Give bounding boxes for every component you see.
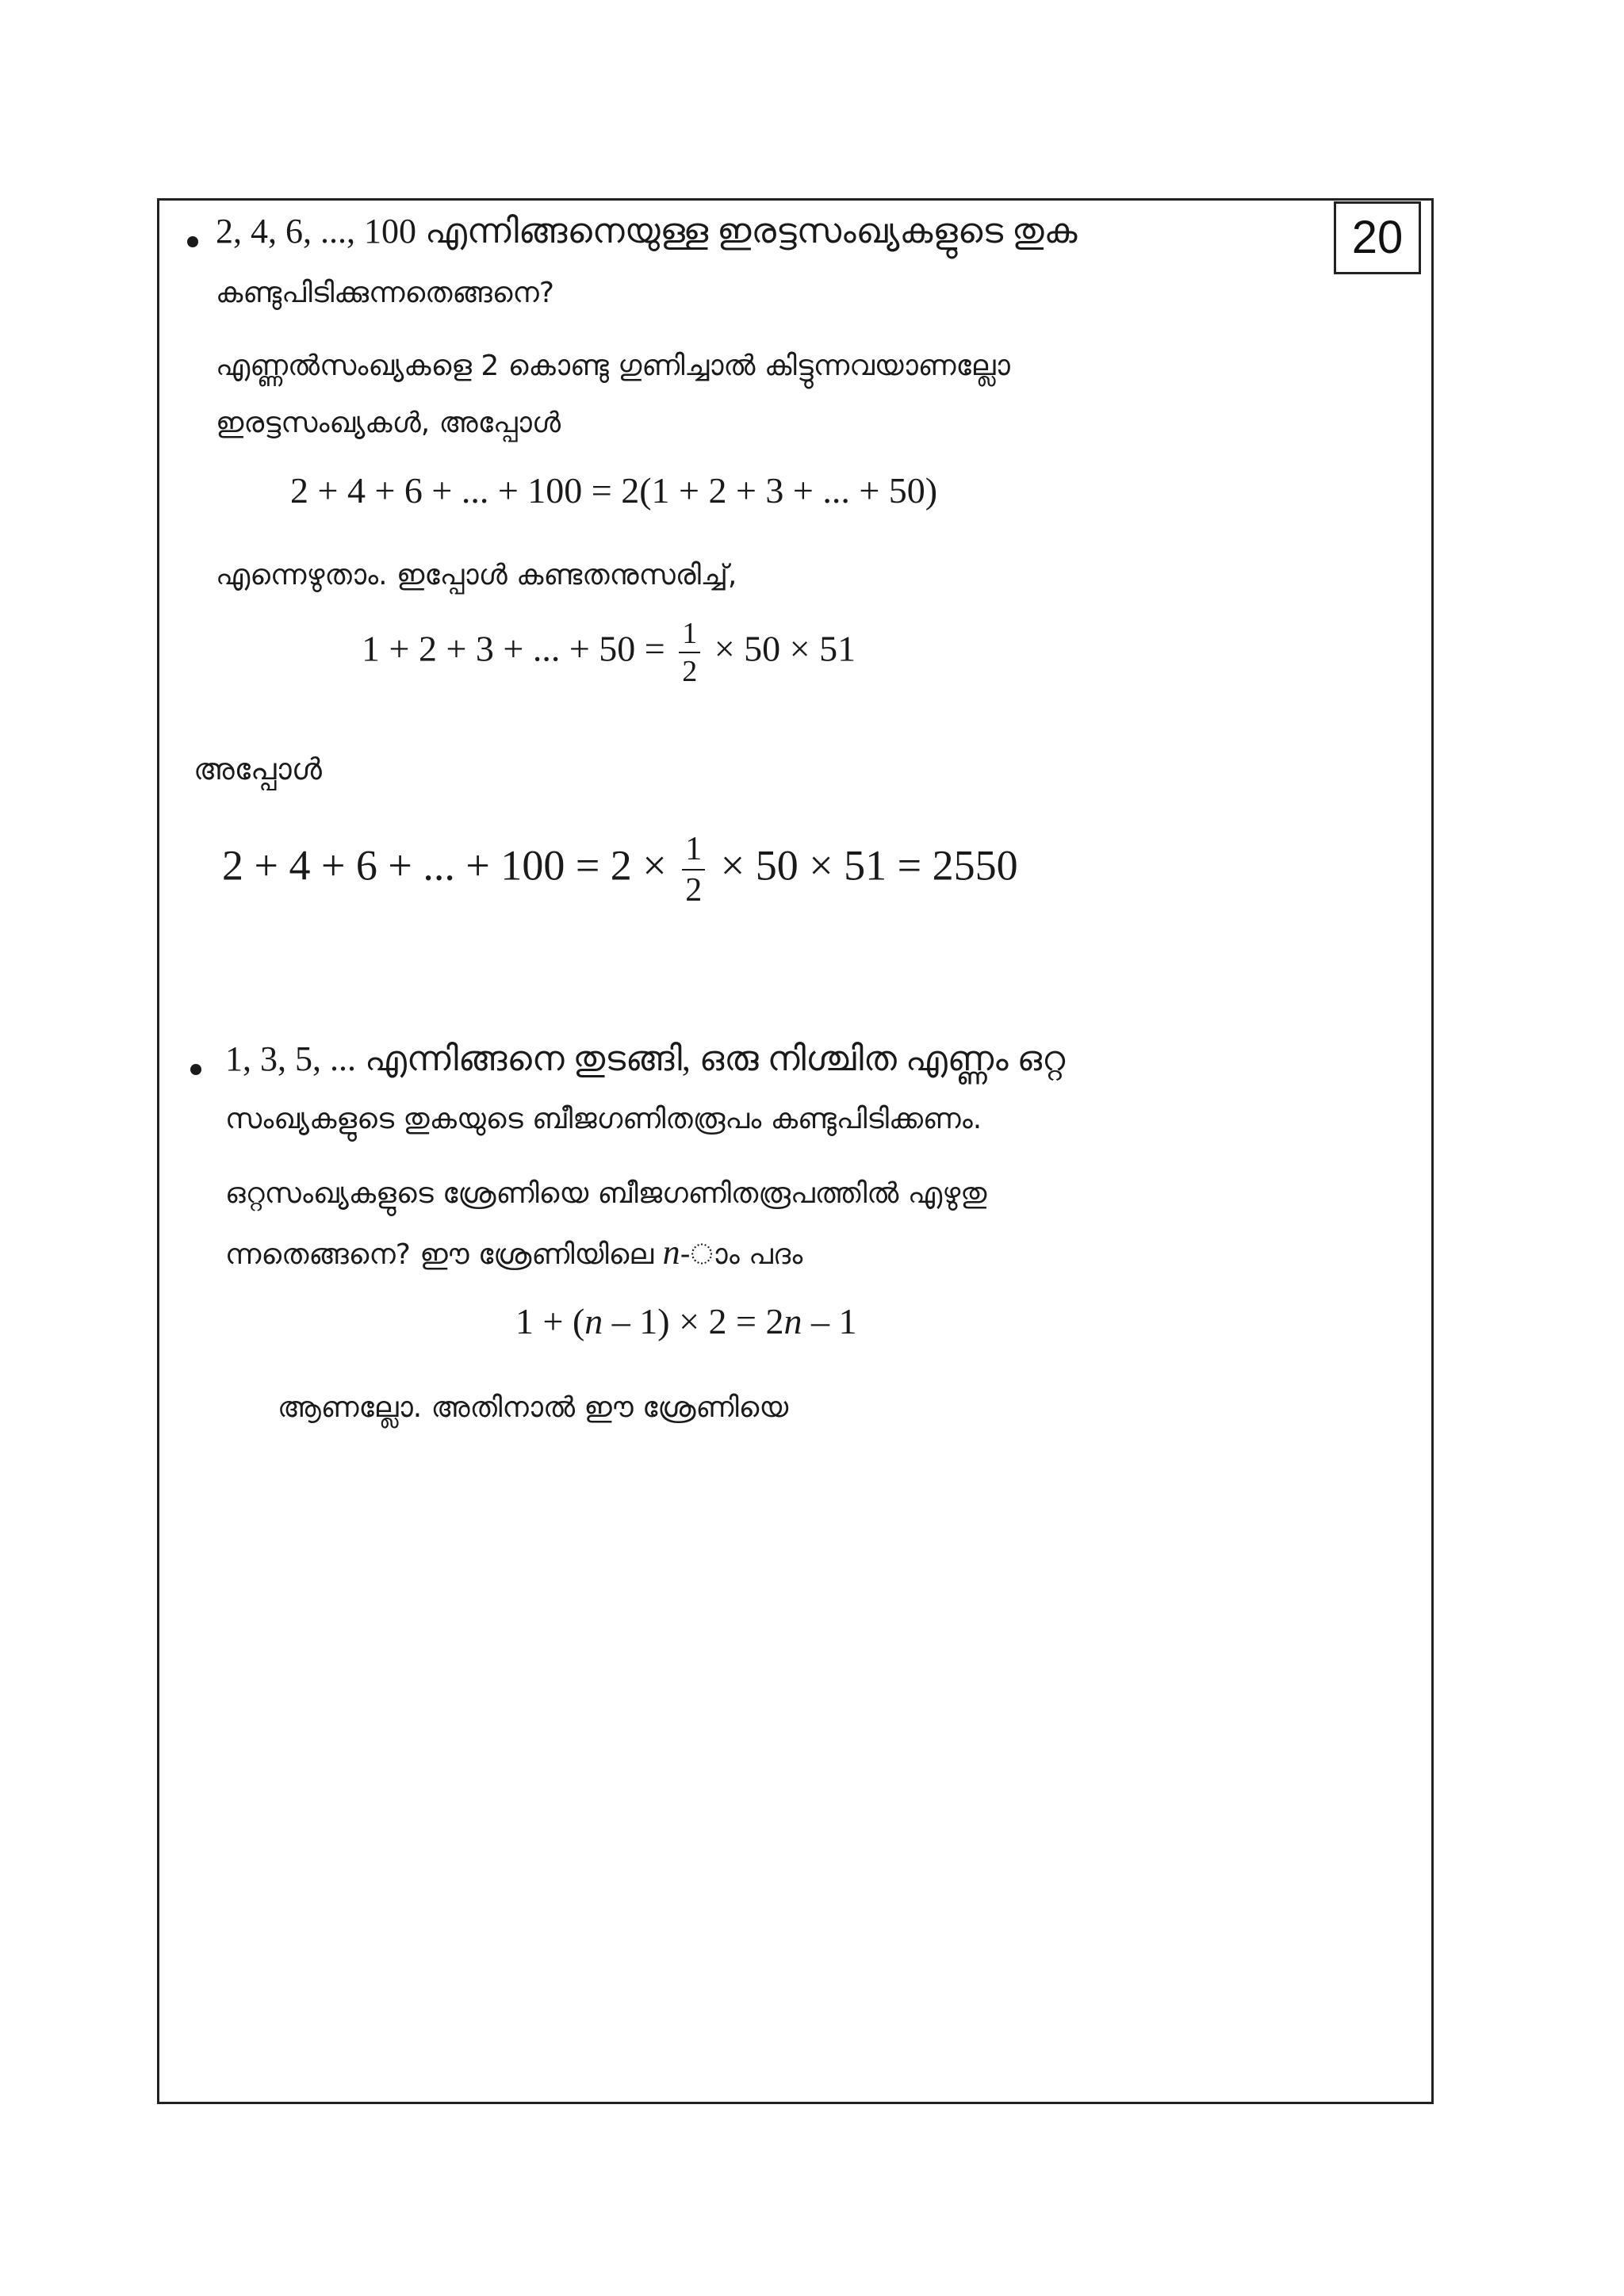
eq2-numerator: 1: [679, 618, 700, 653]
s1-paragraph-line-2: ഇരട്ടസംഖ്യകൾ, അപ്പോൾ: [216, 407, 561, 439]
eq3-right: × 50 × 51 = 2550: [720, 841, 1018, 890]
eq4-part-b: – 1) × 2 = 2: [603, 1301, 784, 1341]
s2-line4-part-b: -ാം പദം: [680, 1238, 803, 1271]
eq4-n2: n: [783, 1301, 802, 1341]
s1-question-line-2: കണ്ടുപിടിക്കുന്നതെങ്ങനെ?: [216, 277, 554, 309]
s2-paragraph-line-3: ആണല്ലോ. അതിനാൽ ഈ ശ്രേണിയെ: [278, 1391, 789, 1424]
eq2-right: × 50 × 51: [714, 628, 856, 669]
equation-even-sum: 2 + 4 + 6 + ... + 100 = 2(1 + 2 + 3 + ... + 50): [290, 470, 938, 511]
s1-appol-label: അപ്പോൾ: [193, 752, 322, 786]
s1-paragraph-line-3: എന്നെഴുതാം. ഇപ്പോൾ കണ്ടതനുസരിച്ച്,: [216, 559, 737, 591]
eq4-part-a: 1 + (: [515, 1301, 585, 1341]
equation-nth-term: [515, 1300, 856, 1342]
eq2-fraction: [679, 618, 700, 687]
s2-question-line-1: [225, 1035, 1065, 1085]
page-number: 20: [1334, 201, 1421, 274]
equation-natural-sum: [362, 618, 856, 687]
eq4-part-c: – 1: [802, 1301, 857, 1341]
s2-line4-part-a: ന്നതെങ്ങനെ? ഈ ശ്രേണിയിലെ: [225, 1238, 654, 1271]
s1-paragraph-line-1: എണ്ണൽസംഖ്യകളെ 2 കൊണ്ടു ഗുണിച്ചാൽ കിട്ടുന്നവയാണല്ലോ: [216, 350, 1010, 382]
equation-even-result: [222, 832, 1018, 907]
s1-question-line-1: [216, 208, 1078, 258]
s2-paragraph-line-2: [225, 1229, 802, 1279]
eq2-denominator: 2: [682, 655, 698, 688]
s1-question-text-1: 2, 4, 6, ..., 100 എന്നിങ്ങനെയുള്ള ഇരട്ടസംഖ്യകളുടെ തുക: [216, 212, 1078, 251]
eq3-denominator: 2: [685, 872, 703, 909]
bullet-2: [190, 1064, 201, 1075]
s2-question-line-2: സംഖ്യകളുടെ തുകയുടെ ബീജഗണിതരൂപം കണ്ടുപിടിക്കണം.: [225, 1103, 982, 1135]
eq3-fraction: [682, 832, 705, 907]
s2-paragraph-line-1: ഒറ്റസംഖ്യകളുടെ ശ്രേണിയെ ബീജഗണിതരൂപത്തിൽ എഴുതു: [225, 1177, 987, 1210]
s2-line4-n: n: [662, 1233, 680, 1272]
eq3-numerator: 1: [682, 832, 705, 871]
eq3-left: 2 + 4 + 6 + ... + 100 = 2 ×: [222, 841, 667, 890]
s2-question-text-1: 1, 3, 5, ... എന്നിങ്ങനെ തുടങ്ങി, ഒരു നിശ്ചിത എണ്ണം ഒറ്റ: [225, 1039, 1066, 1078]
eq4-n1: n: [584, 1301, 603, 1341]
eq2-left: 1 + 2 + 3 + ... + 50 =: [362, 628, 665, 669]
bullet-1: [187, 236, 198, 247]
